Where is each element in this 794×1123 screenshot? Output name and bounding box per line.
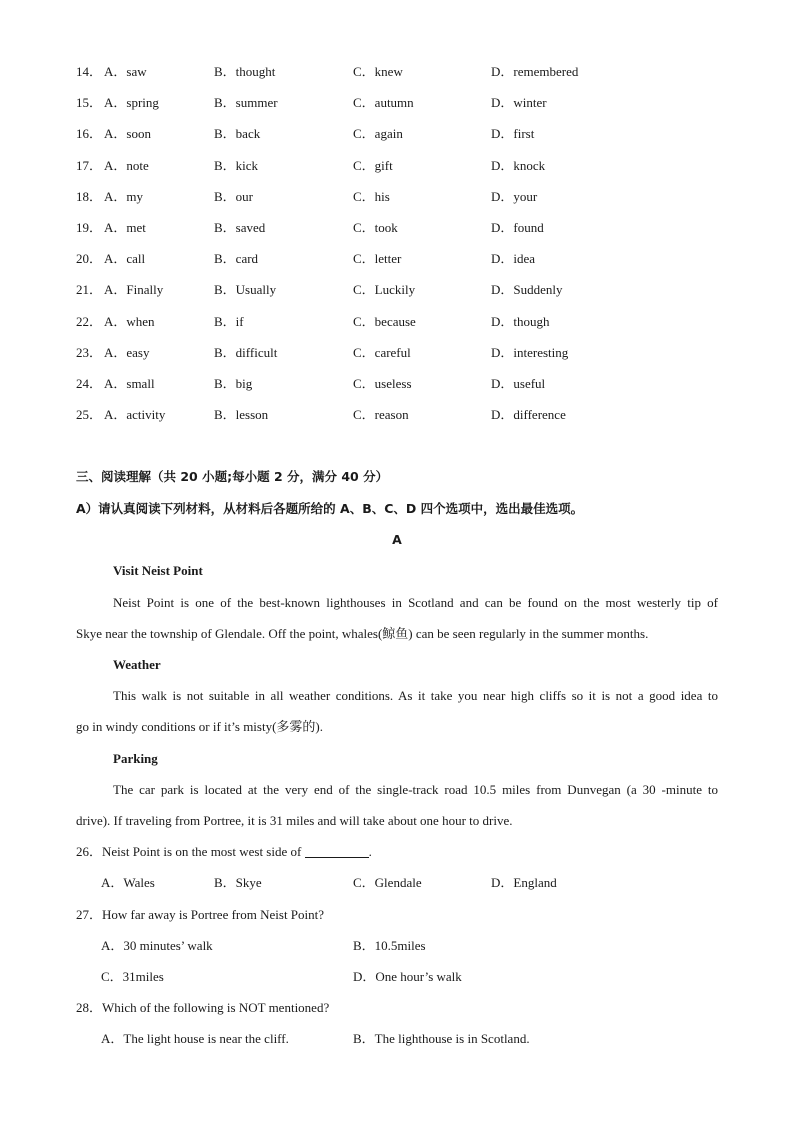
option-d[interactable]: D．knock (491, 157, 546, 173)
option-c[interactable]: C．took (353, 220, 398, 235)
question-number: 16． (76, 126, 103, 142)
question-26-option-c[interactable]: C．Glendale (353, 875, 422, 890)
option-d[interactable]: D．difference (491, 407, 566, 423)
option-b[interactable]: B．difficult (214, 344, 278, 360)
option-a[interactable]: A．small (104, 376, 155, 391)
option-c[interactable]: C．Luckily (353, 282, 416, 298)
paragraph-1-line-1: Neist Point is one of the best-known lighthouses in Scotland and can be found on the most westerly tip of (113, 595, 718, 610)
question-27-option-a[interactable]: A．30 minutes’ walk (101, 938, 213, 953)
option-a[interactable]: A．spring (104, 95, 159, 111)
option-a[interactable]: A．my (104, 188, 144, 204)
option-b[interactable]: B．kick (214, 157, 259, 173)
option-c[interactable]: C．autumn (353, 95, 414, 111)
option-b[interactable]: B．if (214, 313, 244, 329)
question-26-text: 26．Neist Point is on the most west side of (76, 844, 305, 859)
question-26-stem (76, 842, 720, 862)
question-26-period: . (368, 844, 372, 859)
option-c[interactable]: C．gift (353, 157, 393, 173)
option-c[interactable]: C．letter (353, 251, 402, 267)
passage-label: A (392, 532, 402, 547)
option-a[interactable]: A．met (104, 220, 146, 235)
parking-heading: Parking (113, 751, 158, 766)
option-d[interactable]: D．remembered (491, 64, 579, 79)
passage-title: Visit Neist Point (113, 563, 203, 578)
question-number: 24． (76, 376, 103, 391)
question-27-option-c[interactable]: C．31miles (101, 969, 164, 984)
option-b[interactable]: B．big (214, 376, 253, 391)
option-b[interactable]: B．card (214, 251, 259, 267)
question-28-option-b[interactable]: B．The lighthouse is in Scotland. (353, 1031, 530, 1046)
question-26-option-a[interactable]: A．Wales (101, 875, 155, 890)
section-title: 三、阅读理解（共 20 小题;每小题 2 分，满分 40 分） (76, 469, 389, 484)
option-d[interactable]: D．interesting (491, 344, 569, 360)
option-b[interactable]: B．lesson (214, 407, 269, 423)
option-c[interactable]: C．careful (353, 344, 411, 360)
option-a[interactable]: A．saw (104, 64, 147, 79)
question-number: 21． (76, 282, 103, 298)
option-b[interactable]: B．our (214, 188, 254, 204)
option-a[interactable]: A．easy (104, 344, 150, 360)
option-d[interactable]: D．Suddenly (491, 282, 563, 298)
question-number: 23． (76, 344, 103, 360)
option-c[interactable]: C．again (353, 126, 403, 142)
question-26-option-b[interactable]: B．Skye (214, 875, 262, 890)
option-d[interactable]: D．idea (491, 251, 536, 267)
option-a[interactable]: A．activity (104, 407, 166, 423)
answer-blank (305, 843, 369, 858)
option-b[interactable]: B．summer (214, 95, 278, 111)
question-26-option-d[interactable]: D．England (491, 875, 557, 890)
question-number: 14． (76, 64, 103, 79)
weather-heading: Weather (113, 657, 161, 672)
paragraph-3-line-1: The car park is located at the very end of the single-track road 10.5 miles from Dunvegan (a 30 -minute to (113, 782, 718, 797)
option-b[interactable]: B．Usually (214, 282, 277, 298)
question-number: 17． (76, 157, 103, 173)
option-a[interactable]: A．call (104, 251, 146, 267)
option-c[interactable]: C．reason (353, 407, 409, 423)
question-number: 18． (76, 188, 103, 204)
option-a[interactable]: A．Finally (104, 282, 164, 298)
question-28-option-a[interactable]: A．The light house is near the cliff. (101, 1031, 289, 1046)
option-c[interactable]: C．useless (353, 376, 412, 391)
option-a[interactable]: A．note (104, 157, 149, 173)
paragraph-2-line-1: This walk is not suitable in all weather conditions. As it take you near high cliffs so it is not a good idea to (113, 688, 718, 703)
option-a[interactable]: A．soon (104, 126, 151, 142)
option-c[interactable]: C．because (353, 313, 416, 329)
question-number: 20． (76, 251, 103, 267)
option-d[interactable]: D．your (491, 188, 538, 204)
option-c[interactable]: C．his (353, 188, 390, 204)
paragraph-2-line-2: go in windy conditions or if it’s misty(多雾的). (76, 719, 323, 734)
option-d[interactable]: D．found (491, 220, 544, 235)
option-d[interactable]: D．though (491, 313, 550, 329)
option-d[interactable]: D．winter (491, 95, 547, 111)
question-number: 15． (76, 95, 103, 111)
section-instruction: A）请认真阅读下列材料，从材料后各题所给的 A、B、C、D 四个选项中，选出最佳选项。 (76, 501, 584, 516)
option-a[interactable]: A．when (104, 313, 155, 329)
option-b[interactable]: B．saved (214, 220, 266, 235)
option-b[interactable]: B．back (214, 126, 261, 142)
option-c[interactable]: C．knew (353, 64, 403, 79)
question-number: 22． (76, 313, 103, 329)
question-number: 25． (76, 407, 103, 423)
option-d[interactable]: D．first (491, 126, 535, 142)
question-28-stem: 28．Which of the following is NOT mentioned? (76, 1000, 330, 1015)
option-d[interactable]: D．useful (491, 376, 546, 391)
question-27-option-b[interactable]: B．10.5miles (353, 938, 426, 953)
paragraph-1-line-2: Skye near the township of Glendale. Off the point, whales(鲸鱼) can be seen regularly in the summer months. (76, 626, 649, 641)
question-27-stem: 27．How far away is Portree from Neist Point? (76, 907, 325, 922)
option-b[interactable]: B．thought (214, 64, 276, 79)
paragraph-3-line-2: drive). If traveling from Portree, it is 31 miles and will take about one hour to drive. (76, 813, 513, 828)
question-27-option-d[interactable]: D．One hour’s walk (353, 969, 462, 984)
question-number: 19． (76, 220, 103, 235)
